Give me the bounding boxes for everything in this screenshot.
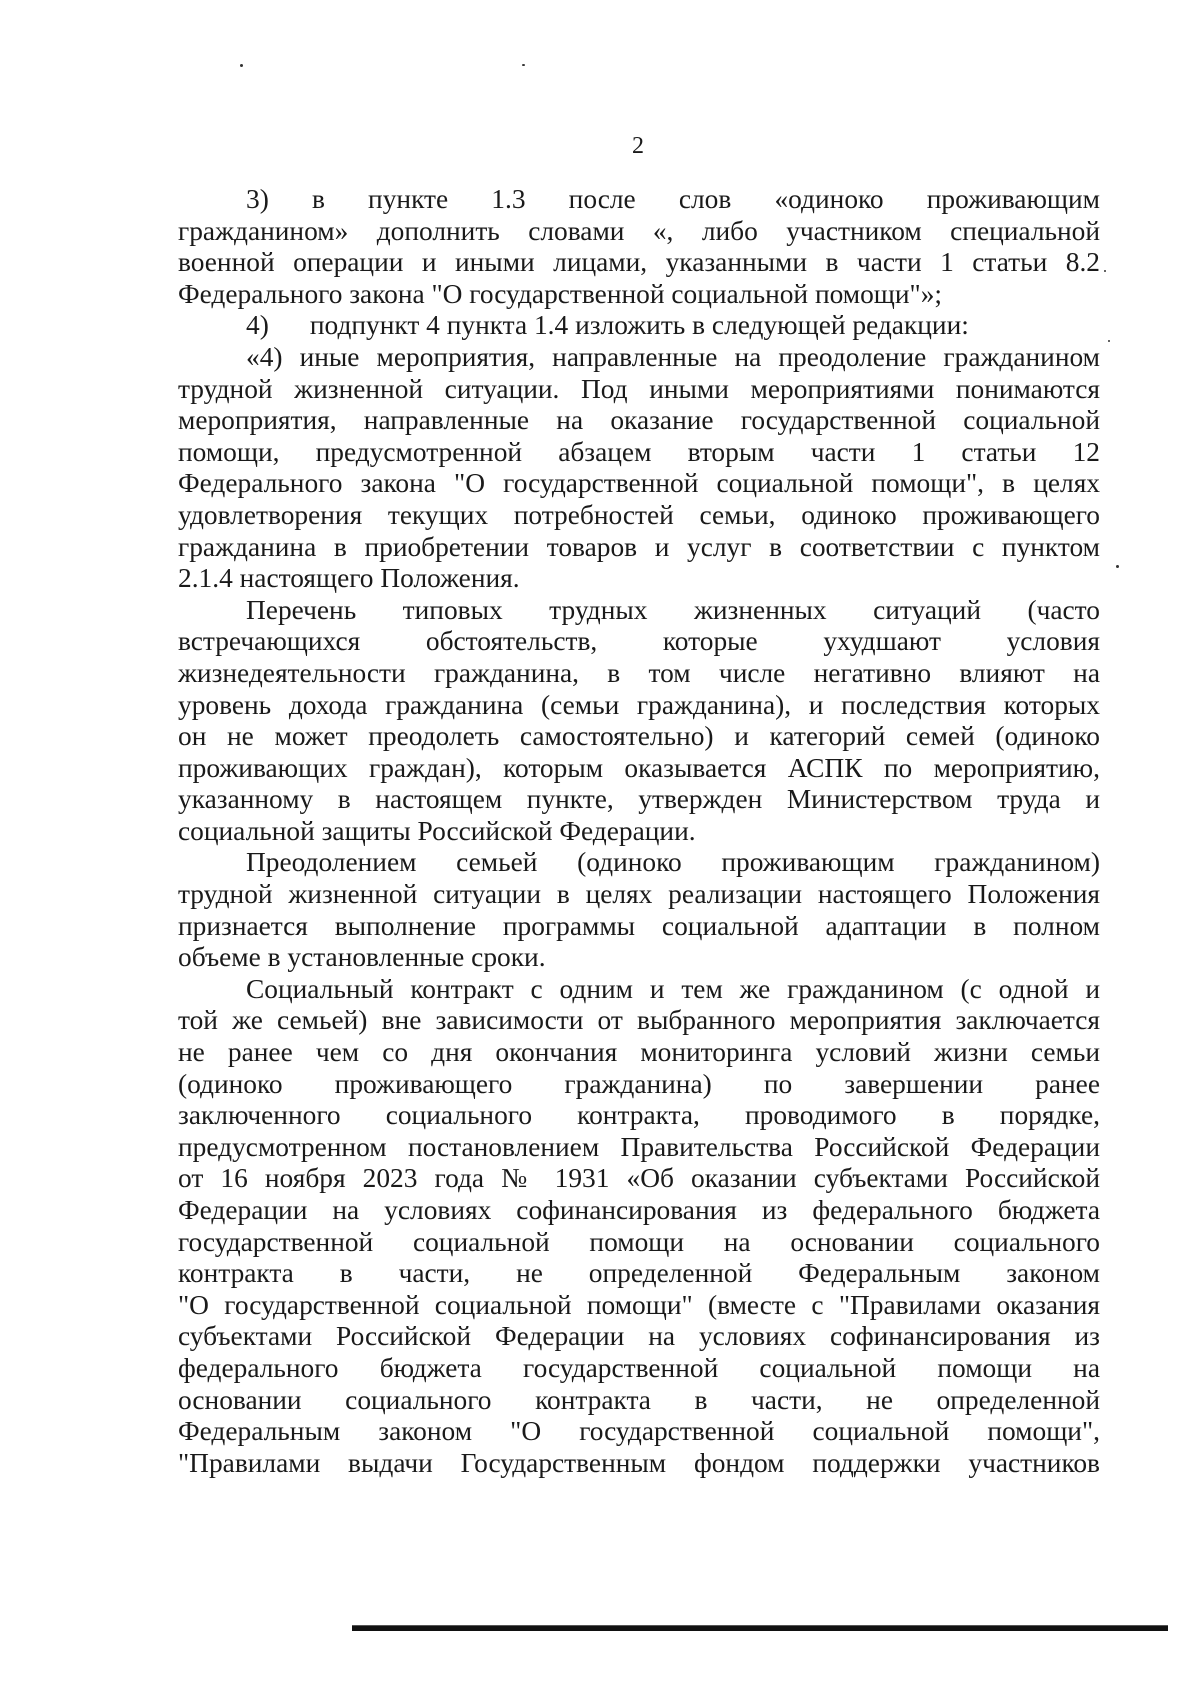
text-line: трудной жизненной ситуации. Под иными мероприятиями понимаются [178,373,1100,404]
text-line: 2.1.4 настоящего Положения. [178,563,520,594]
text-line: Федерального закона "О государственной социальной помощи"»; [178,278,943,309]
scan-speck [522,64,525,66]
text-line: он не может преодолеть самостоятельно) и категорий семей (одиноко [178,721,1100,752]
text-line: удовлетворения текущих потребностей семьи, одиноко проживающего [178,499,1100,530]
page-number: 2 [632,133,644,159]
text-line: проживающих граждан), которым оказывается АСПК по мероприятию, [178,752,1100,783]
text-line: признается выполнение программы социальной адаптации в полном [178,910,1100,941]
text-line: 3) в пункте 1.3 после слов «одиноко проживающим [246,184,1100,214]
text-line: гражданином» дополнить словами «, либо участником специальной [178,215,1100,246]
text-line: Федерации на условиях софинансирования из федерального бюджета [178,1195,1100,1225]
text-line: Преодолением семьей (одиноко проживающим гражданином) [246,847,1100,878]
text-line: уровень дохода гражданина (семьи гражданина), и последствия которых [178,689,1100,720]
text-line: не ранее чем со дня окончания мониторинга условий жизни семьи [178,1037,1100,1068]
text-line: контракта в части, не определенной Федеральным законом [178,1258,1100,1289]
text-line: гражданина в приобретении товаров и услуг в соответствии с пунктом [178,531,1100,562]
text-line: субъектами Российской Федерации на условиях софинансирования из [178,1321,1100,1352]
text-line: "О государственной социальной помощи" (вместе с "Правилами оказания [178,1289,1100,1320]
text-line: военной операции и иными лицами, указанными в части 1 статьи 8.2 [178,247,1100,278]
text-line: «4) иные мероприятия, направленные на преодоление гражданином [246,341,1100,372]
text-line: жизнедеятельности гражданина, в том числе негативно влияют на [178,657,1100,688]
text-line: социальной защиты Российской Федерации. [178,815,696,846]
scan-speck [1116,565,1119,568]
text-line: федерального бюджета государственной социальной помощи на [178,1352,1100,1383]
document-body [178,184,1100,1479]
text-line: указанному в настоящем пункте, утвержден Министерством труда и [178,784,1100,815]
text-line: встречающихся обстоятельств, которые ухудшают условия [178,626,1100,657]
text-line: трудной жизненной ситуации в целях реализации настоящего Положения [178,879,1100,910]
bottom-rule [352,1626,1168,1631]
text-line: объеме в установленные сроки. [178,942,546,973]
text-line: государственной социальной помощи на основании социального [178,1226,1100,1257]
text-line: основании социального контракта в части, не определенной [178,1384,1100,1415]
scan-speck [1104,270,1106,272]
text-line: той же семьей) вне зависимости от выбранного мероприятия заключается [178,1005,1100,1036]
text-line: "Правилами выдачи Государственным фондом поддержки участников [178,1447,1100,1478]
text-line: помощи, предусмотренной абзацем вторым части 1 статьи 12 [178,436,1100,467]
text-line: (одиноко проживающего гражданина) по завершении ранее [178,1068,1100,1099]
text-line: 4) подпункт 4 пункта 1.4 изложить в следующей редакции: [246,310,969,341]
text-line: от 16 ноября 2023 года № 1931 «Об оказании субъектами Российской [178,1163,1100,1194]
text-line: Федеральным законом "О государственной социальной помощи", [178,1416,1100,1447]
text-line: Перечень типовых трудных жизненных ситуаций (часто [246,594,1100,625]
text-line: Федерального закона "О государственной социальной помощи", в целях [178,468,1100,499]
text-line: заключенного социального контракта, проводимого в порядке, [178,1100,1100,1131]
scan-speck [240,64,243,67]
text-line: предусмотренном постановлением Правительства Российской Федерации [178,1131,1100,1162]
scan-speck [1108,340,1110,342]
text-line: Социальный контракт с одним и тем же гражданином (с одной и [246,973,1100,1004]
text-line: мероприятия, направленные на оказание государственной социальной [178,405,1100,436]
